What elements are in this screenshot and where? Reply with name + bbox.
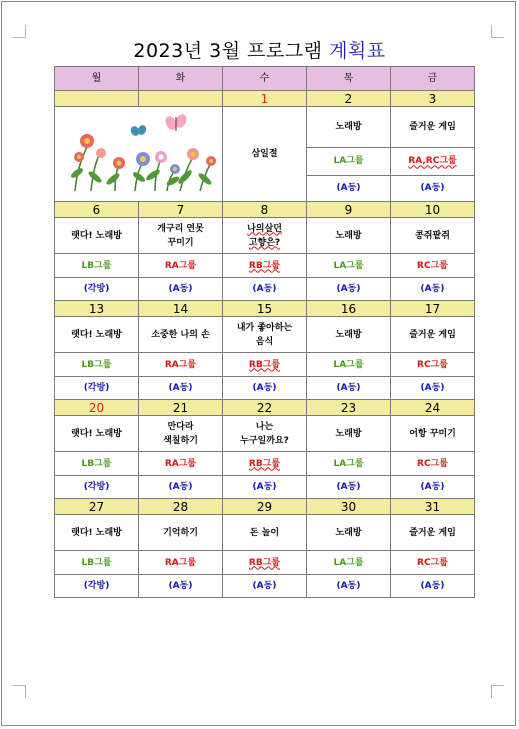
- activity-cell: 나의살던 고향은?: [223, 218, 307, 254]
- location-cell: (A동): [223, 377, 307, 400]
- date-row-week1: [55, 91, 475, 107]
- weeks-body: [55, 202, 475, 598]
- date-cell: 16: [307, 301, 391, 317]
- holiday-cell: 삼일절: [223, 107, 307, 202]
- weekday-tue: 화: [139, 67, 223, 91]
- group-cell: LA그룹: [307, 148, 391, 175]
- activity-cell: 내가 좋아하는 음식: [223, 317, 307, 353]
- schedule-table: [54, 66, 475, 598]
- location-cell: (A동): [307, 476, 391, 499]
- group-cell: LA그룹: [307, 254, 391, 278]
- location-cell: (A동): [139, 575, 223, 598]
- date-cell: 15: [223, 301, 307, 317]
- location-cell: (각방): [55, 575, 139, 598]
- location-cell: (A동): [223, 278, 307, 301]
- date-cell: 13: [55, 301, 139, 317]
- activity-cell: 어항 꾸미기: [391, 416, 475, 452]
- date-row-week5: [55, 499, 475, 515]
- location-row-week3: [55, 377, 475, 400]
- location-cell: (A동): [307, 377, 391, 400]
- date-row-week2: [55, 202, 475, 218]
- location-cell: (A동): [391, 377, 475, 400]
- location-cell: (A동): [307, 575, 391, 598]
- weekday-thu: 목: [307, 67, 391, 91]
- group-row-week2: [55, 254, 475, 278]
- date-cell: 24: [391, 400, 475, 416]
- activity-cell: 노래방: [307, 107, 391, 148]
- date-cell: 27: [55, 499, 139, 515]
- location-cell: (A동): [139, 377, 223, 400]
- date-cell-holiday: 1: [223, 91, 307, 107]
- location-cell: (A동): [391, 575, 475, 598]
- activity-cell: 만다라 색칠하기: [139, 416, 223, 452]
- location-cell: (A동): [307, 175, 391, 201]
- location-cell: (각방): [55, 476, 139, 499]
- location-cell: (각방): [55, 377, 139, 400]
- activity-cell: 즐거운 게임: [391, 515, 475, 551]
- weekday-wed: 수: [223, 67, 307, 91]
- group-cell: LA그룹: [307, 353, 391, 377]
- location-cell: (A동): [391, 278, 475, 301]
- group-row-week3: [55, 353, 475, 377]
- group-cell: RB그룹: [223, 353, 307, 377]
- date-cell: 7: [139, 202, 223, 218]
- activity-row-week5: [55, 515, 475, 551]
- activity-cell: 나는 누구일까요?: [223, 416, 307, 452]
- group-cell: LB그룹: [55, 254, 139, 278]
- group-cell: LB그룹: [55, 452, 139, 476]
- title-text: 2023년 3월 프로그램: [133, 40, 330, 62]
- butterfly-icon: [129, 124, 147, 137]
- date-cell: 8: [223, 202, 307, 218]
- weekday-header-row: [55, 67, 475, 91]
- date-cell: 29: [223, 499, 307, 515]
- date-cell: 9: [307, 202, 391, 218]
- location-cell: (A동): [391, 175, 475, 201]
- activity-cell: 노래방: [307, 515, 391, 551]
- location-row-week4: [55, 476, 475, 499]
- group-cell: LA그룹: [307, 551, 391, 575]
- date-cell: 2: [307, 91, 391, 107]
- group-cell: LB그룹: [55, 353, 139, 377]
- date-cell: [55, 91, 139, 107]
- date-row-week4: [55, 400, 475, 416]
- group-cell: RA그룹: [139, 551, 223, 575]
- date-cell: 22: [223, 400, 307, 416]
- date-cell: 6: [55, 202, 139, 218]
- date-cell: 10: [391, 202, 475, 218]
- date-row-week3: [55, 301, 475, 317]
- date-cell: 17: [391, 301, 475, 317]
- date-cell: 3: [391, 91, 475, 107]
- location-cell: (A동): [139, 476, 223, 499]
- group-cell: RB그룹: [223, 551, 307, 575]
- activity-cell: 노래방: [307, 218, 391, 254]
- activity-cell: 콩쥐팥쥐: [391, 218, 475, 254]
- group-cell: LA그룹: [307, 452, 391, 476]
- activity-row-week2: [55, 218, 475, 254]
- butterfly-icon: [164, 113, 189, 132]
- activity-cell: 랫다! 노래방: [55, 416, 139, 452]
- activity-cell: 돈 놀이: [223, 515, 307, 551]
- activity-cell: 랫다! 노래방: [55, 317, 139, 353]
- activity-cell: 즐거운 게임: [391, 317, 475, 353]
- group-cell: RB그룹: [223, 452, 307, 476]
- date-cell: 28: [139, 499, 223, 515]
- group-row-week4: [55, 452, 475, 476]
- group-cell: LB그룹: [55, 551, 139, 575]
- activity-cell: 소중한 나의 손: [139, 317, 223, 353]
- activity-cell: 노래방: [307, 317, 391, 353]
- group-cell: RC그룹: [391, 551, 475, 575]
- flower-illustration-icon: [55, 107, 223, 196]
- group-cell: RA그룹: [139, 254, 223, 278]
- location-cell: (A동): [139, 278, 223, 301]
- date-cell: 21: [139, 400, 223, 416]
- activity-cell: 즐거운 게임: [391, 107, 475, 148]
- activity-row-week3: [55, 317, 475, 353]
- location-row-week2: [55, 278, 475, 301]
- location-cell: (A동): [223, 476, 307, 499]
- activity-cell: 개구리 연못 꾸미기: [139, 218, 223, 254]
- group-cell: RC그룹: [391, 353, 475, 377]
- weekday-fri: 금: [391, 67, 475, 91]
- group-row-week5: [55, 551, 475, 575]
- location-cell: (A동): [391, 476, 475, 499]
- activity-row-week1: [55, 107, 475, 148]
- weekday-mon: 월: [55, 67, 139, 91]
- page-corner-mark: [491, 685, 504, 698]
- location-cell: (각방): [55, 278, 139, 301]
- location-row-week5: [55, 575, 475, 598]
- date-cell: 31: [391, 499, 475, 515]
- title-highlight: 계획표: [329, 40, 386, 62]
- flower-illustration: [55, 107, 223, 202]
- activity-cell: 기억하기: [139, 515, 223, 551]
- page-corner-mark: [13, 685, 26, 698]
- group-cell: RA,RC그룹: [391, 148, 475, 175]
- date-cell: 20: [55, 400, 139, 416]
- group-cell: RA그룹: [139, 452, 223, 476]
- location-cell: (A동): [307, 278, 391, 301]
- activity-cell: 노래방: [307, 416, 391, 452]
- date-cell: 30: [307, 499, 391, 515]
- group-cell: RB그룹: [223, 254, 307, 278]
- document-title: [0, 36, 519, 63]
- group-cell: RA그룹: [139, 353, 223, 377]
- group-cell: RC그룹: [391, 452, 475, 476]
- date-cell: 23: [307, 400, 391, 416]
- date-cell: 14: [139, 301, 223, 317]
- date-cell: [139, 91, 223, 107]
- activity-row-week4: [55, 416, 475, 452]
- activity-cell: 랫다! 노래방: [55, 515, 139, 551]
- group-cell: RC그룹: [391, 254, 475, 278]
- activity-cell: 랫다! 노래방: [55, 218, 139, 254]
- location-cell: (A동): [223, 575, 307, 598]
